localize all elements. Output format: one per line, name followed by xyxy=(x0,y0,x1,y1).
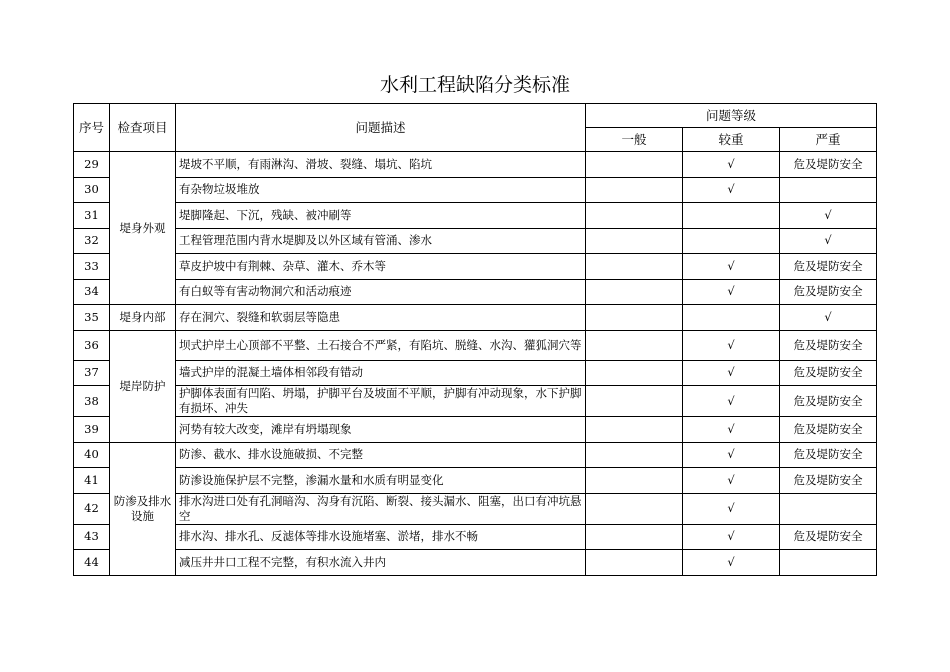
level-moderate: √ xyxy=(683,254,780,280)
level-severe: 危及堤防安全 xyxy=(780,442,877,468)
level-severe: 危及堤防安全 xyxy=(780,468,877,494)
problem-description: 护脚体表面有凹陷、坍塌，护脚平台及坡面不平顺，护脚有冲动现象，水下护脚有损坏、冲失 xyxy=(176,386,586,417)
level-moderate: √ xyxy=(683,417,780,443)
row-number: 34 xyxy=(74,279,110,305)
problem-description: 排水沟进口处有孔洞暗沟、沟身有沉陷、断裂、接头漏水、阻塞，出口有冲坑悬空 xyxy=(176,493,586,524)
row-number: 29 xyxy=(74,152,110,178)
level-moderate xyxy=(683,203,780,229)
table-row xyxy=(74,417,877,443)
problem-description: 堤坡不平顺，有雨淋沟、滑坡、裂缝、塌坑、陷坑 xyxy=(176,152,586,178)
level-general xyxy=(586,442,683,468)
level-moderate: √ xyxy=(683,177,780,203)
table-row xyxy=(74,228,877,254)
level-severe: 危及堤防安全 xyxy=(780,417,877,443)
row-number: 31 xyxy=(74,203,110,229)
row-number: 40 xyxy=(74,442,110,468)
table-row xyxy=(74,330,877,360)
level-general xyxy=(586,152,683,178)
problem-description: 坝式护岸土心顶部不平整、土石接合不严紧，有陷坑、脱缝、水沟、獾狐洞穴等 xyxy=(176,330,586,360)
header-description: 问题描述 xyxy=(176,104,586,152)
level-moderate: √ xyxy=(683,386,780,417)
table-row xyxy=(74,203,877,229)
level-moderate xyxy=(683,228,780,254)
table-row xyxy=(74,177,877,203)
header-problem-level: 问题等级 xyxy=(586,104,877,128)
level-severe: 危及堤防安全 xyxy=(780,330,877,360)
row-number: 37 xyxy=(74,360,110,386)
check-item-group: 堤身内部 xyxy=(110,305,176,331)
header-severe: 严重 xyxy=(780,128,877,152)
row-number: 38 xyxy=(74,386,110,417)
problem-description: 堤脚隆起、下沉，残缺、被冲刷等 xyxy=(176,203,586,229)
level-severe: √ xyxy=(780,228,877,254)
level-general xyxy=(586,279,683,305)
problem-description: 有白蚁等有害动物洞穴和活动痕迹 xyxy=(176,279,586,305)
problem-description: 防渗设施保护层不完整，渗漏水量和水质有明显变化 xyxy=(176,468,586,494)
level-general xyxy=(586,493,683,524)
level-general xyxy=(586,550,683,576)
table-row xyxy=(74,305,877,331)
header-check-item: 检查项目 xyxy=(110,104,176,152)
header-index: 序号 xyxy=(74,104,110,152)
level-general xyxy=(586,330,683,360)
level-severe: 危及堤防安全 xyxy=(780,279,877,305)
problem-description: 墙式护岸的混凝土墙体相邻段有错动 xyxy=(176,360,586,386)
level-general xyxy=(586,254,683,280)
row-number: 39 xyxy=(74,417,110,443)
table-row xyxy=(74,386,877,417)
problem-description: 排水沟、排水孔、反滤体等排水设施堵塞、淤堵，排水不畅 xyxy=(176,524,586,550)
level-moderate: √ xyxy=(683,550,780,576)
level-moderate: √ xyxy=(683,442,780,468)
level-general xyxy=(586,386,683,417)
problem-description: 工程管理范围内背水堤脚及以外区域有管涌、渗水 xyxy=(176,228,586,254)
table-row xyxy=(74,468,877,494)
level-general xyxy=(586,524,683,550)
problem-description: 防渗、截水、排水设施破损、不完整 xyxy=(176,442,586,468)
level-severe xyxy=(780,177,877,203)
check-item-group: 堤身外观 xyxy=(110,152,176,305)
table-row xyxy=(74,254,877,280)
table-row xyxy=(74,550,877,576)
level-general xyxy=(586,305,683,331)
table-row xyxy=(74,360,877,386)
table-row xyxy=(74,279,877,305)
level-severe xyxy=(780,493,877,524)
level-general xyxy=(586,177,683,203)
level-moderate: √ xyxy=(683,468,780,494)
level-severe: 危及堤防安全 xyxy=(780,152,877,178)
row-number: 42 xyxy=(74,493,110,524)
header-general: 一般 xyxy=(586,128,683,152)
level-moderate: √ xyxy=(683,493,780,524)
level-moderate: √ xyxy=(683,152,780,178)
table-row xyxy=(74,524,877,550)
row-number: 36 xyxy=(74,330,110,360)
level-severe: √ xyxy=(780,305,877,331)
table-row xyxy=(74,493,877,524)
level-general xyxy=(586,360,683,386)
defect-classification-table xyxy=(73,103,877,576)
problem-description: 有杂物垃圾堆放 xyxy=(176,177,586,203)
level-severe: √ xyxy=(780,203,877,229)
table-row xyxy=(74,152,877,178)
header-row xyxy=(74,104,877,128)
level-severe: 危及堤防安全 xyxy=(780,360,877,386)
row-number: 43 xyxy=(74,524,110,550)
level-moderate: √ xyxy=(683,524,780,550)
level-severe: 危及堤防安全 xyxy=(780,524,877,550)
level-moderate: √ xyxy=(683,279,780,305)
level-severe xyxy=(780,550,877,576)
level-severe: 危及堤防安全 xyxy=(780,254,877,280)
problem-description: 河势有较大改变，滩岸有坍塌现象 xyxy=(176,417,586,443)
row-number: 44 xyxy=(74,550,110,576)
page-title: 水利工程缺陷分类标准 xyxy=(379,74,570,96)
level-general xyxy=(586,468,683,494)
row-number: 35 xyxy=(74,305,110,331)
level-general xyxy=(586,228,683,254)
row-number: 33 xyxy=(74,254,110,280)
problem-description: 草皮护坡中有荆棘、杂草、灌木、乔木等 xyxy=(176,254,586,280)
level-moderate: √ xyxy=(683,360,780,386)
check-item-group: 堤岸防护 xyxy=(110,330,176,442)
level-moderate xyxy=(683,305,780,331)
row-number: 41 xyxy=(74,468,110,494)
level-severe: 危及堤防安全 xyxy=(780,386,877,417)
row-number: 32 xyxy=(74,228,110,254)
table-row xyxy=(74,442,877,468)
level-general xyxy=(586,203,683,229)
header-moderate: 较重 xyxy=(683,128,780,152)
problem-description: 减压井井口工程不完整，有积水流入井内 xyxy=(176,550,586,576)
level-moderate: √ xyxy=(683,330,780,360)
check-item-group: 防渗及排水设施 xyxy=(110,442,176,575)
level-general xyxy=(586,417,683,443)
problem-description: 存在洞穴、裂缝和软弱层等隐患 xyxy=(176,305,586,331)
row-number: 30 xyxy=(74,177,110,203)
